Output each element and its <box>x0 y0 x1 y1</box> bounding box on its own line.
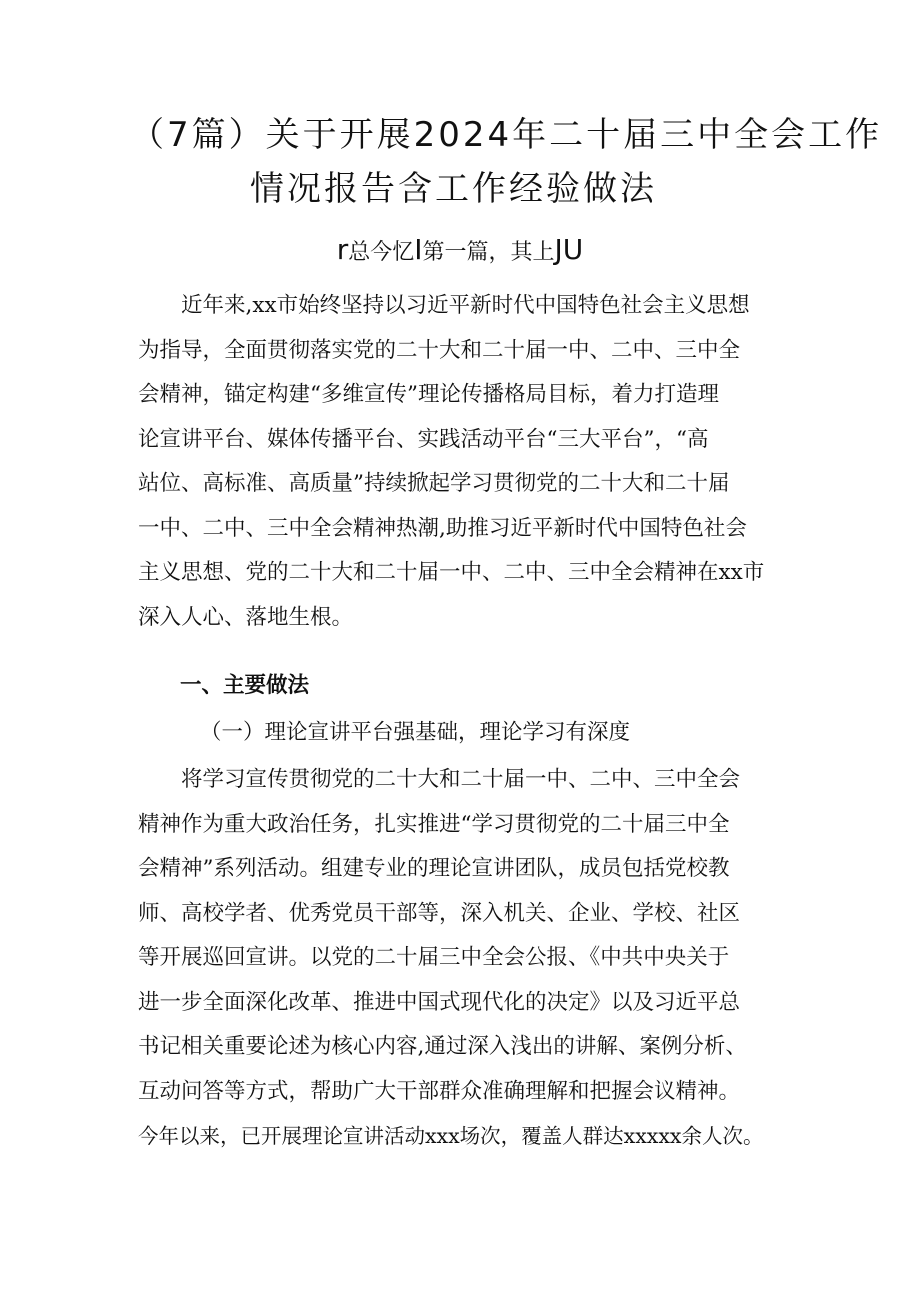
body-paragraph <box>138 758 798 1159</box>
subsection-heading: （一）理论宣讲平台强基础，理论学习有深度 <box>200 720 631 745</box>
paragraph-line: 一中、二中、三中全会精神热潮,助推习近平新时代中国特色社会 <box>138 515 747 541</box>
paragraph-line: 精神作为重大政治任务，扎实推进“学习贯彻党的二十届三中全 <box>138 811 730 837</box>
section-heading: 一、主要做法 <box>180 673 310 698</box>
paragraph-line: 会精神”系列活动。组建专业的理论宣讲团队，成员包括党校教 <box>138 856 730 881</box>
title-line-1: （7篇）关于开展2024年二十届三中全会工作 <box>130 115 883 155</box>
paragraph-line: 主义思想、党的二十大和二十届一中、二中、三中全会精神在xx市 <box>138 560 765 585</box>
paragraph-line: 师、高校学者、优秀党员干部等，深入机关、企业、学校、社区 <box>138 900 741 926</box>
paragraph-line: 近年来,xx市始终坚持以习近平新时代中国特色社会主义思想 <box>181 293 750 318</box>
paragraph-line: 为指导，全面贯彻落实党的二十大和二十届一中、二中、三中全 <box>138 337 741 363</box>
document-title <box>130 108 883 216</box>
paragraph-line: 今年以来，已开展理论宣讲活动xxx场次，覆盖人群达xxxxx余人次。 <box>138 1124 764 1148</box>
intro-paragraph <box>138 284 798 640</box>
subtitle-part-2: 总今忆 <box>348 240 415 265</box>
paragraph-line: 将学习宣传贯彻党的二十大和二十届一中、二中、三中全会 <box>181 767 741 792</box>
paragraph-line: 站位、高标准、高质量”持续掀起学习贯彻党的二十大和二十届 <box>138 471 730 496</box>
paragraph-line: 书记相关重要论述为核心内容,通过深入浅出的讲解、案例分析、 <box>138 1034 747 1059</box>
paragraph-line: 论宣讲平台、媒体传播平台、实践活动平台“三大平台”，“高 <box>138 426 709 452</box>
paragraph-line: 进一步全面深化改革、推进中国式现代化的决定》以及习近平总 <box>138 989 741 1015</box>
subtitle-part-1: r <box>336 233 349 266</box>
paragraph-line: 会精神，锚定构建“多维宣传”理论传播格局目标，着力打造理 <box>138 382 719 407</box>
section-subtitle <box>0 232 920 271</box>
subtitle-part-3: I <box>414 233 423 266</box>
title-line-2: 情况报告含工作经验做法 <box>250 169 657 209</box>
paragraph-line: 等开展巡回宣讲。以党的二十届三中全会公报、《中共中央关于 <box>138 945 730 970</box>
paragraph-line: 互动问答等方式，帮助广大干部群众准确理解和把握会议精神。 <box>138 1078 741 1104</box>
subtitle-part-4: 第一篇，其上 <box>422 240 555 265</box>
subtitle-part-5: JU <box>554 233 584 266</box>
paragraph-line: 深入人心、落地生根。 <box>138 604 354 630</box>
